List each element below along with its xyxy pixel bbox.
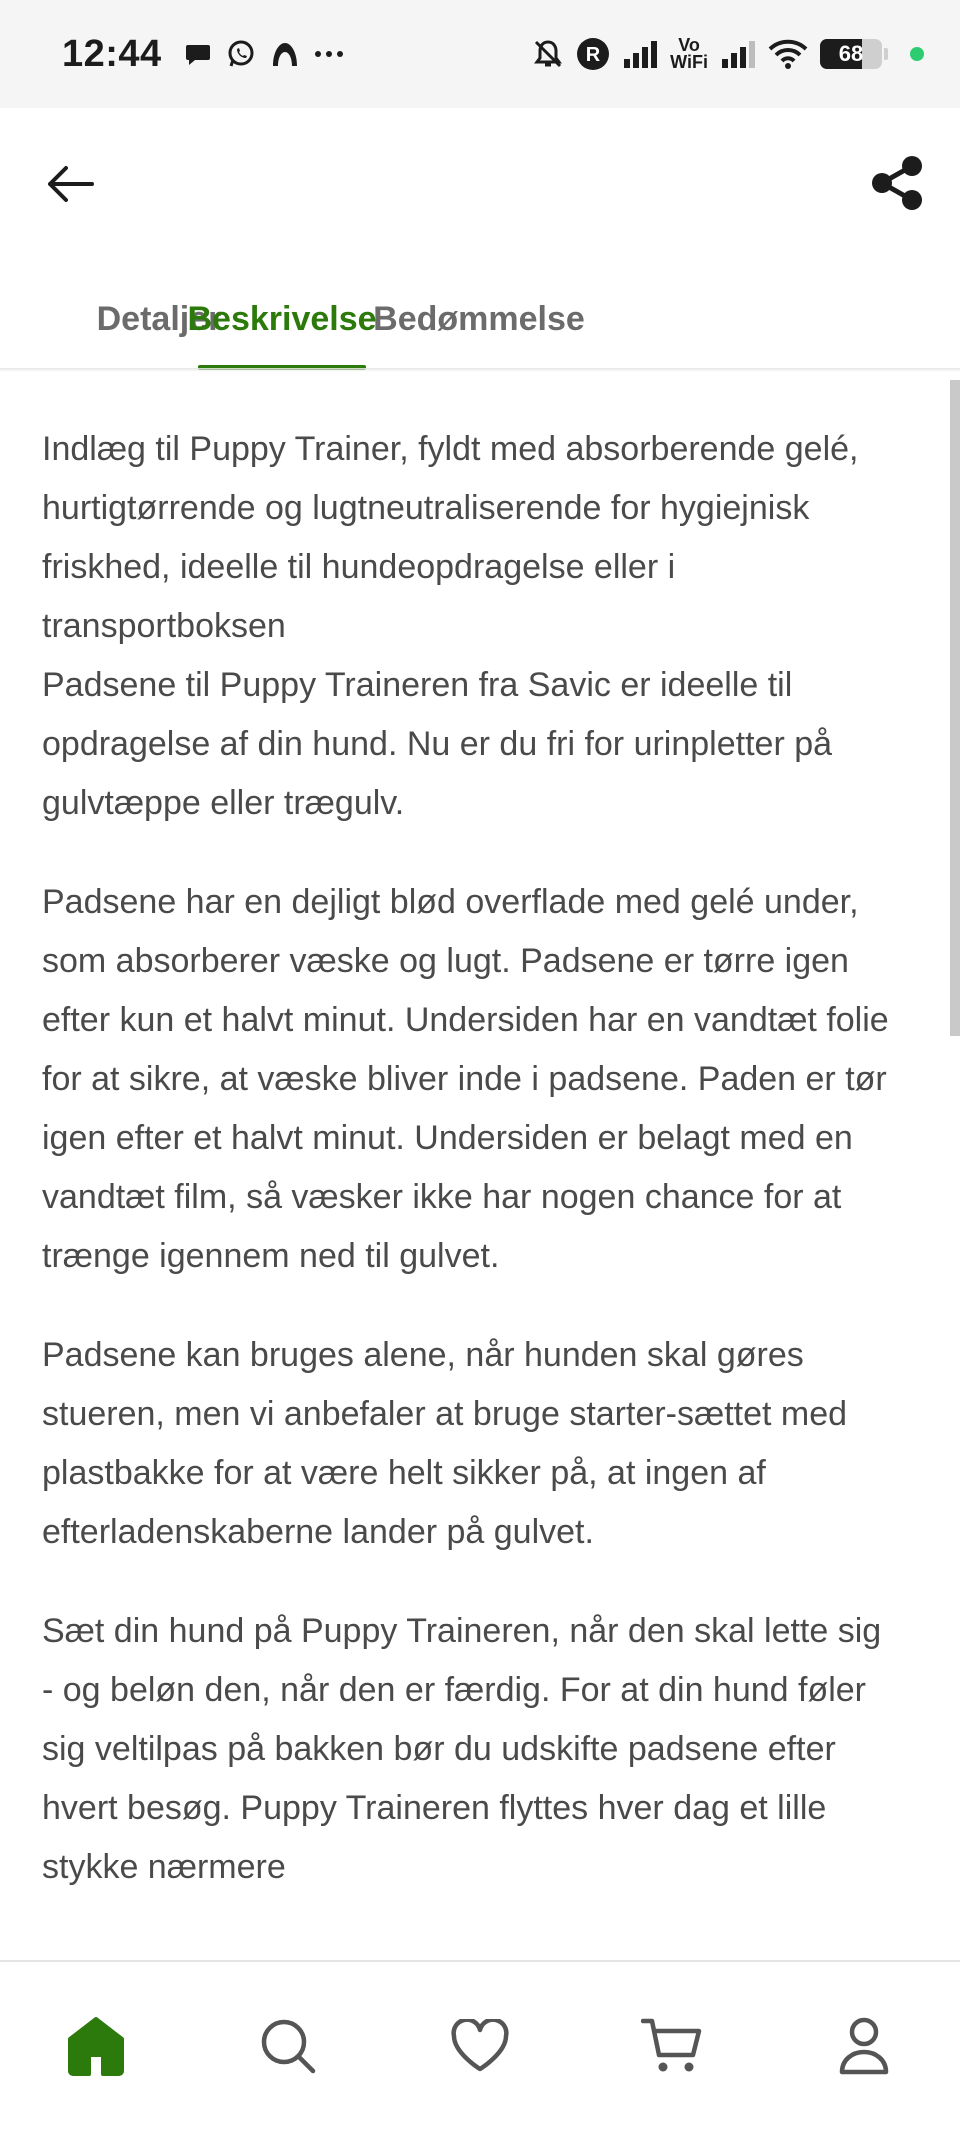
status-time: 12:44 [62, 32, 162, 75]
header-divider [0, 368, 960, 372]
svg-text:R: R [585, 44, 601, 66]
description-content[interactable] [0, 380, 960, 1960]
tab-label: Beskrivelse [187, 300, 377, 338]
app-notification-icon [270, 40, 300, 68]
tab-beskrivelse[interactable] [187, 278, 377, 370]
wifi-icon [768, 39, 808, 69]
cart-icon [641, 2017, 703, 2075]
description-paragraph: Padsene har en dejligt blød overflade med gelé under, som absorberer væske og lugt. Padsene er tørre igen efter kun et halvt minut. Undersiden har en vandtæt folie for at sikre, at væske bliver inde i padsene. Paden er tør igen efter et halvt minut. Undersiden er belagt med en vandtæt film, så væsker ikke har nogen chance for at trænge igennem ned til gulvet. [42, 883, 889, 1275]
nav-cart[interactable] [632, 2006, 712, 2086]
profile-icon [838, 2016, 890, 2076]
heart-icon [450, 2019, 510, 2073]
nav-home[interactable] [56, 2006, 136, 2086]
description-paragraph: Indlæg til Puppy Trainer, fyldt med absorberende gelé, hurtigtørrende og lugtneutraliserende for hygiejnisk friskhed, ideelle til hundeopdragelse eller i transportboksen Padsene til Puppy Traineren fra Savic er ideelle til opdragelse af din hund. Nu er du fri for urinpletter på gulvtæppe eller trægulv. [42, 430, 859, 822]
status-left [62, 33, 344, 76]
description-paragraph: Padsene kan bruges alene, når hunden skal gøres stueren, men vi anbefaler at bruge starter-sættet med plastbakke for at være helt sikker på, at ingen af efterladenskaberne lander på gulvet. [42, 1336, 848, 1551]
content-scrollbar[interactable] [950, 380, 960, 1036]
bottom-navigation [0, 1960, 960, 2134]
share-button[interactable] [864, 150, 930, 216]
bell-muted-icon [532, 38, 564, 70]
arrow-left-icon [44, 164, 96, 204]
tab-bedommelse[interactable] [364, 278, 594, 370]
back-button[interactable] [40, 154, 100, 214]
nav-favorites[interactable] [440, 2006, 520, 2086]
tab-label: Bedømmelse [373, 300, 585, 338]
battery-nub [884, 48, 888, 60]
chat-bubble-icon [184, 40, 212, 68]
signal-bars-icon [622, 39, 658, 69]
battery-icon [820, 39, 882, 69]
description-paragraph: Sæt din hund på Puppy Traineren, når den skal lette sig - og beløn den, når den er færdig. For at din hund føler sig veltilpas på bakken bør du udskifte padsene efter hvert besøg. Puppy Traineren flyttes hver dag et lille stykke nærmere [42, 1612, 882, 1886]
more-dots-icon [314, 49, 344, 59]
home-icon [66, 2015, 126, 2077]
vowifi-icon: Vo WiFi [670, 35, 708, 72]
tab-label: Detaljer [96, 300, 222, 338]
battery-percentage: 68 [838, 41, 864, 66]
nav-search[interactable] [248, 2006, 328, 2086]
status-bar [0, 0, 960, 108]
status-right [532, 37, 924, 71]
signal-bars-icon [720, 39, 756, 69]
registered-r-icon [576, 37, 610, 71]
privacy-indicator-dot [910, 47, 924, 61]
app-header [0, 108, 960, 368]
search-icon [259, 2017, 317, 2075]
nav-profile[interactable] [824, 2006, 904, 2086]
whatsapp-icon [226, 39, 256, 69]
tab-bar [0, 278, 960, 370]
share-icon [870, 155, 924, 211]
